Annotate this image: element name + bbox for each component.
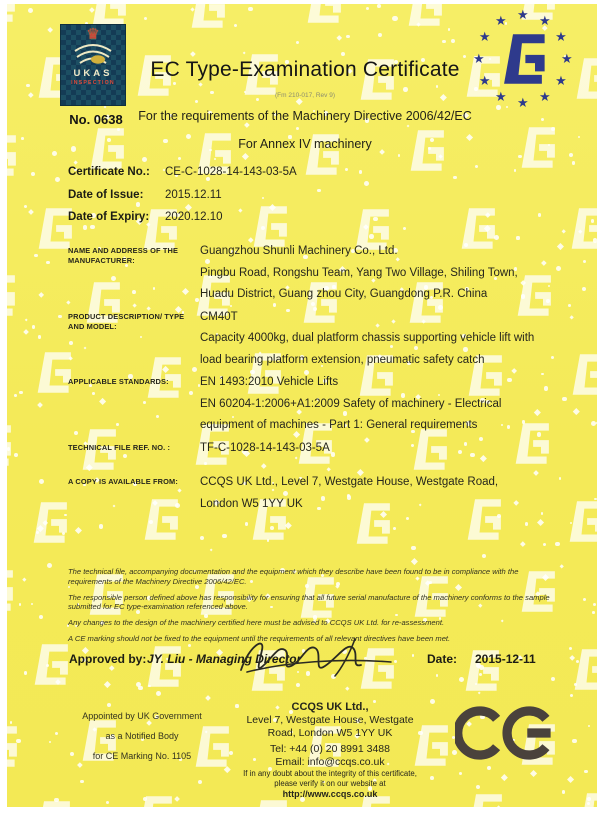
label-line: AND MODEL: — [68, 321, 117, 331]
watermark-dot-icon — [430, 699, 435, 704]
certificate-number-value: CE-C-1028-14-143-03-5A — [165, 166, 297, 178]
approver-name: JY. Liu - Managing Director — [147, 652, 302, 666]
value-line: EN 1493:2010 Vehicle Lifts — [200, 376, 339, 388]
watermark-e-icon — [407, 4, 443, 31]
watermark-star-icon — [537, 519, 544, 526]
product-description-section — [68, 307, 559, 372]
eu-logo — [469, 6, 579, 116]
watermark-star-icon — [560, 564, 565, 569]
notified-body-line: as a Notified Body — [105, 731, 179, 741]
copy-available-value — [200, 472, 498, 515]
watermark-dot-icon — [516, 236, 519, 239]
watermark-dot-icon — [200, 536, 204, 540]
watermark-star-icon — [174, 796, 180, 802]
watermark-star-icon — [74, 527, 81, 534]
label-line: APPLICABLE STANDARDS: — [68, 377, 169, 386]
watermark-dot-icon — [62, 532, 65, 535]
watermark-star-icon — [336, 35, 342, 41]
watermark-star-icon — [24, 318, 27, 321]
watermark-dot-icon — [377, 4, 381, 8]
certificate-details — [68, 161, 537, 229]
copy-available-section — [68, 472, 559, 515]
watermark-dot-icon — [49, 741, 51, 743]
date-of-expiry-row — [68, 206, 537, 229]
watermark-dot-icon — [366, 7, 369, 10]
watermark-dot-icon — [578, 136, 580, 138]
company-email: Email: info@ccqs.co.uk — [275, 756, 385, 768]
watermark-dot-icon — [584, 770, 587, 773]
watermark-dot-icon — [248, 7, 252, 11]
watermark-dot-icon — [245, 522, 249, 526]
watermark-star-icon — [530, 770, 537, 777]
eu-star-icon: ★ — [555, 29, 567, 44]
watermark-dot-icon — [55, 732, 58, 735]
company-address — [233, 714, 427, 740]
watermark-dot-icon — [58, 315, 62, 319]
verify-note — [233, 769, 427, 788]
watermark-dot-icon — [24, 205, 27, 208]
watermark-dot-icon — [34, 254, 37, 257]
watermark-dot-icon — [482, 554, 486, 558]
watermark-dot-icon — [26, 84, 29, 87]
certificate-sections — [68, 241, 559, 516]
manufacturer-value — [200, 241, 518, 306]
watermark-dot-icon — [583, 260, 586, 263]
watermark-dot-icon — [46, 261, 49, 264]
watermark-dot-icon — [525, 522, 529, 526]
watermark-star-icon — [22, 577, 26, 581]
watermark-dot-icon — [476, 785, 480, 789]
watermark-dot-icon — [39, 479, 44, 484]
copy-available-label — [68, 472, 200, 515]
date-of-expiry-label: Date of Expiry: — [68, 211, 150, 223]
certificate-number-row — [68, 161, 537, 184]
watermark-star-icon — [205, 696, 211, 702]
value-line: Guangzhou Shunli Machinery Co., Ltd. — [200, 245, 398, 257]
watermark-e-icon — [7, 275, 16, 321]
value-line: CM40T — [200, 310, 238, 323]
watermark-dot-icon — [16, 739, 21, 744]
ukas-inspection-label: INSPECTION — [71, 80, 115, 86]
label-line: TECHNICAL FILE REF. NO. : — [68, 442, 171, 452]
date-of-issue-row — [68, 184, 537, 207]
notified-body-number: No. 0638 — [69, 112, 123, 127]
watermark-dot-icon — [14, 453, 18, 457]
label-line: PRODUCT DESCRIPTION/ TYPE — [68, 311, 185, 321]
watermark-dot-icon — [55, 177, 60, 182]
ce-mark-icon — [455, 704, 559, 762]
watermark-star-icon — [496, 806, 500, 807]
company-contact-block — [233, 701, 427, 800]
watermark-e-icon — [568, 501, 597, 547]
date-of-issue-label: Date of Issue: — [68, 188, 144, 201]
value-line: London W5 1YY UK — [200, 497, 303, 510]
watermark-e-icon — [36, 352, 72, 398]
label-line: NAME AND ADDRESS OF THE — [68, 246, 179, 255]
watermark-dot-icon — [572, 161, 575, 164]
product-description-value — [200, 307, 534, 372]
watermark-dot-icon — [591, 219, 594, 222]
watermark-star-icon — [520, 541, 525, 546]
watermark-star-icon — [242, 153, 249, 160]
date-label: Date: — [427, 652, 458, 666]
watermark-dot-icon — [593, 238, 597, 243]
watermark-dot-icon — [594, 498, 597, 501]
eu-star-icon: ★ — [561, 51, 573, 66]
watermark-star-icon — [562, 230, 567, 235]
eu-star-icon: ★ — [539, 12, 551, 28]
watermark-dot-icon — [178, 157, 182, 161]
watermark-dot-icon — [543, 543, 546, 546]
product-description-label — [68, 307, 200, 372]
watermark-dot-icon — [592, 611, 595, 614]
certificate-number-label: Certificate No.: — [68, 166, 150, 178]
eu-star-icon: ★ — [517, 95, 529, 110]
date-value: 2015-12-11 — [475, 652, 536, 666]
eu-star-icon: ★ — [495, 12, 507, 28]
watermark-dot-icon — [448, 28, 451, 31]
watermark-dot-icon — [570, 694, 574, 698]
applicable-standards-section — [68, 372, 559, 437]
verify-line: please verify it on our website at — [274, 778, 386, 788]
watermark-star-icon — [28, 92, 33, 97]
technical-file-label — [68, 438, 200, 460]
watermark-dot-icon — [234, 24, 237, 27]
value-line: Capacity 4000kg, dual platform chassis supporting vehicle lift with — [200, 332, 535, 344]
watermark-dot-icon — [38, 335, 42, 339]
watermark-star-icon — [567, 776, 574, 783]
notified-body-line: for CE Marking No. 1105 — [92, 751, 192, 761]
watermark-e-icon — [306, 4, 342, 28]
legal-paragraph: A CE marking should not be fixed to the equipment until the requirements of all relevant directives have been met. — [68, 634, 451, 644]
watermark-e-icon — [32, 502, 68, 548]
watermark-dot-icon — [28, 8, 33, 13]
watermark-dot-icon — [378, 33, 382, 37]
watermark-dot-icon — [198, 780, 202, 784]
watermark-star-icon — [569, 315, 574, 320]
watermark-dot-icon — [430, 776, 434, 780]
address-line: Level 7, Westgate House, Westgate — [246, 714, 414, 726]
watermark-dot-icon — [582, 287, 586, 291]
value-line: CCQS UK Ltd., Level 7, Westgate House, Westgate Road, — [200, 476, 499, 488]
applicable-standards-label — [68, 372, 200, 437]
watermark-e-icon — [570, 208, 597, 254]
ukas-eye-icon — [71, 43, 115, 67]
ukas-name-label: UKAS — [73, 68, 113, 79]
value-line: TF-C-1028-14-143-03-5A — [200, 441, 330, 454]
eu-star-icon: ★ — [555, 73, 567, 88]
verify-line: If in any doubt about the integrity of this certificate, — [243, 769, 417, 778]
notified-body-line: Appointed by UK Government — [82, 711, 202, 721]
label-line: MANUFACTURER: — [68, 256, 135, 265]
watermark-dot-icon — [494, 235, 499, 240]
value-line: load bearing platform extension, pneumatic safety catch — [200, 353, 485, 366]
watermark-dot-icon — [518, 155, 521, 158]
watermark-e-icon — [190, 4, 226, 33]
watermark-dot-icon — [562, 790, 566, 794]
watermark-star-icon — [501, 774, 508, 781]
watermark-dot-icon — [398, 154, 401, 157]
watermark-dot-icon — [451, 39, 455, 43]
watermark-e-icon — [35, 801, 71, 807]
watermark-dot-icon — [555, 542, 559, 546]
watermark-dot-icon — [583, 598, 586, 601]
watermark-dot-icon — [270, 526, 274, 530]
watermark-dot-icon — [593, 603, 596, 606]
eu-star-icon: ★ — [495, 89, 507, 105]
watermark-star-icon — [37, 403, 43, 409]
legal-paragraph: The technical file, accompanying documentation and the equipment which they describe have been found to be in compliance with the requirements of the Machinery Directive 2006/42/EC. — [68, 567, 519, 586]
watermark-dot-icon — [222, 534, 227, 539]
watermark-dot-icon — [369, 234, 373, 238]
watermark-dot-icon — [7, 447, 10, 450]
legal-paragraph: Any changes to the design of the machinery certified here must be advised to CCQS UK Ltd. for re-assessment. — [68, 618, 445, 628]
manufacturer-section — [68, 241, 559, 306]
watermark-dot-icon — [31, 603, 33, 605]
watermark-dot-icon — [117, 128, 119, 130]
watermark-dot-icon — [19, 603, 22, 606]
form-reference: (Fm 210-017, Rev 9) — [275, 92, 335, 99]
watermark-dot-icon — [392, 16, 397, 21]
watermark-star-icon — [47, 27, 53, 33]
watermark-dot-icon — [71, 146, 76, 151]
label-line: A COPY IS AVAILABLE FROM: — [68, 477, 178, 486]
watermark-dot-icon — [14, 394, 17, 397]
signature-icon — [235, 632, 400, 680]
crown-icon: ♛ — [86, 26, 100, 43]
watermark-dot-icon — [538, 213, 542, 217]
approval-row — [7, 652, 597, 692]
eu-star-icon: ★ — [539, 89, 551, 105]
manufacturer-label — [68, 241, 200, 306]
watermark-dot-icon — [107, 138, 111, 142]
value-line: EN 60204-1:2006+A1:2009 Safety of machinery - Electrical — [200, 397, 502, 410]
watermark-star-icon — [28, 209, 34, 215]
company-phone: Tel: +44 (0) 20 8991 3488 — [270, 743, 390, 755]
watermark-dot-icon — [144, 17, 147, 20]
date-of-expiry-value: 2020.12.10 — [165, 211, 223, 223]
eu-star-icon: ★ — [478, 29, 491, 44]
value-line: Huadu District, Guang zhou City, Guangdong P.R. China — [200, 288, 488, 300]
eu-e-logo-icon — [502, 34, 546, 89]
watermark-dot-icon — [80, 780, 83, 783]
eu-star-icon: ★ — [517, 7, 529, 22]
watermark-star-icon — [411, 558, 418, 565]
company-website: http://www.ccqs.co.uk — [282, 789, 378, 799]
watermark-dot-icon — [459, 772, 462, 775]
watermark-dot-icon — [406, 517, 409, 520]
legal-paragraph: The responsible person defined above has responsibility for ensuring that all future serial manufacture of the machinery conforms to the sample submitted for EC type-examination referenced above. — [68, 592, 550, 612]
watermark-dot-icon — [47, 563, 52, 568]
annex-subtitle: For Annex IV machinery — [238, 137, 372, 151]
watermark-e-icon — [7, 135, 17, 181]
watermark-dot-icon — [562, 397, 566, 401]
watermark-dot-icon — [588, 725, 590, 727]
value-line: equipment of machines - Part 1: General requirements — [200, 419, 478, 431]
watermark-dot-icon — [442, 40, 446, 44]
watermark-dot-icon — [572, 739, 576, 743]
watermark-star-icon — [23, 329, 29, 335]
watermark-dot-icon — [568, 304, 571, 307]
watermark-e-icon — [7, 570, 14, 616]
watermark-dot-icon — [99, 524, 104, 529]
watermark-star-icon — [209, 549, 212, 552]
watermark-dot-icon — [393, 527, 396, 530]
watermark-dot-icon — [411, 546, 416, 551]
watermark-star-icon — [285, 522, 292, 529]
company-name: CCQS UK Ltd., — [291, 701, 369, 713]
watermark-dot-icon — [569, 647, 572, 650]
watermark-dot-icon — [541, 118, 544, 121]
watermark-dot-icon — [487, 766, 491, 770]
watermark-e-icon — [7, 726, 18, 772]
watermark-dot-icon — [21, 137, 24, 140]
eu-star-icon: ★ — [473, 51, 485, 66]
notified-body-block — [59, 706, 225, 766]
watermark-dot-icon — [10, 721, 12, 723]
applicable-standards-value — [200, 372, 501, 437]
watermark-dot-icon — [19, 391, 23, 395]
directive-subtitle: For the requirements of the Machinery Directive 2006/42/EC — [138, 109, 472, 123]
watermark-dot-icon — [569, 153, 574, 158]
certificate-page — [7, 4, 597, 807]
watermark-dot-icon — [32, 325, 36, 329]
address-line: Road, London W5 1YY UK — [267, 727, 393, 739]
ukas-logo — [61, 25, 125, 105]
approved-by-label: Approved by: — [69, 652, 147, 666]
value-line: Pingbu Road, Rongshu Team, Yang Two Village, Shiling Town, — [200, 266, 518, 279]
watermark-star-icon — [38, 292, 44, 298]
watermark-dot-icon — [39, 615, 43, 619]
watermark-e-icon — [252, 800, 288, 807]
eu-star-icon: ★ — [478, 73, 491, 88]
watermark-dot-icon — [31, 172, 35, 176]
technical-file-value — [200, 438, 330, 460]
date-of-issue-value: 2015.12.11 — [165, 188, 222, 201]
watermark-dot-icon — [346, 35, 350, 39]
watermark-dot-icon — [106, 801, 109, 804]
watermark-e-icon — [571, 354, 597, 400]
technical-file-section — [68, 438, 559, 460]
header-title-block — [125, 56, 485, 152]
watermark-star-icon — [103, 106, 106, 109]
page-title: EC Type-Examination Certificate — [150, 58, 460, 81]
watermark-star-icon — [573, 408, 579, 414]
watermark-dot-icon — [296, 41, 299, 44]
watermark-e-icon — [7, 4, 16, 27]
watermark-dot-icon — [52, 151, 57, 156]
